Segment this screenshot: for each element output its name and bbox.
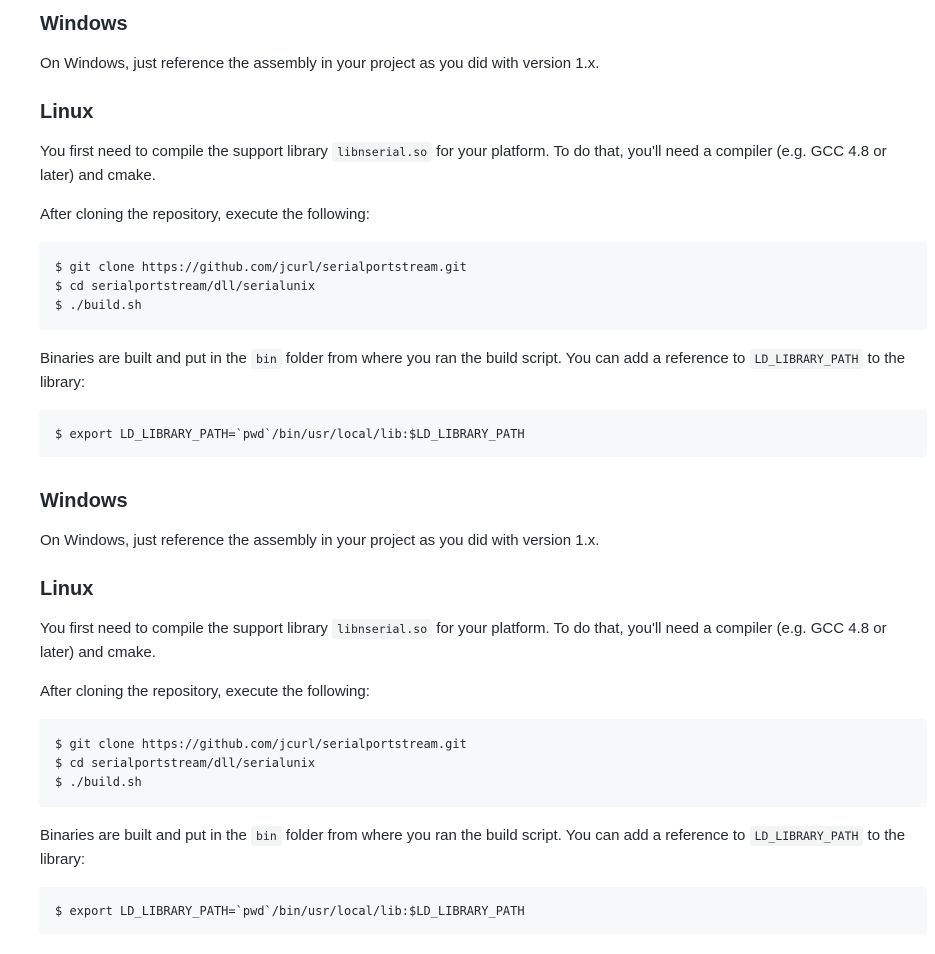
export-code-block bbox=[39, 410, 927, 457]
linux-paragraph bbox=[40, 617, 920, 664]
code-line: $ cd serialportstream/dll/serialunix bbox=[55, 279, 316, 293]
code-line: $ ./build.sh bbox=[55, 298, 142, 312]
inline-code: libnserial.so bbox=[332, 619, 432, 639]
linux-heading: Linux bbox=[40, 578, 94, 600]
build-code-block bbox=[39, 242, 927, 330]
text: You first need to compile the support library bbox=[40, 620, 333, 637]
inline-code: bin bbox=[251, 349, 282, 369]
linux-paragraph bbox=[40, 140, 920, 187]
text: folder from where you ran the build script. You can add a reference to bbox=[281, 827, 750, 844]
inline-code: LD_LIBRARY_PATH bbox=[750, 349, 864, 369]
inline-code: LD_LIBRARY_PATH bbox=[750, 826, 864, 846]
export-code-block bbox=[39, 887, 927, 934]
inline-code: bin bbox=[251, 826, 282, 846]
text: to the library: bbox=[40, 350, 906, 391]
code-line: $ ./build.sh bbox=[55, 775, 142, 789]
windows-paragraph: On Windows, just reference the assembly in your project as you did with version 1.x. bbox=[40, 55, 600, 72]
code-line: $ git clone https://github.com/jcurl/serialportstream.git bbox=[55, 737, 467, 751]
code-line: $ export LD_LIBRARY_PATH=`pwd`/bin/usr/local/lib:$LD_LIBRARY_PATH bbox=[55, 427, 525, 441]
code-line: $ cd serialportstream/dll/serialunix bbox=[55, 756, 316, 770]
windows-heading: Windows bbox=[40, 490, 128, 512]
windows-paragraph: On Windows, just reference the assembly in your project as you did with version 1.x. bbox=[40, 532, 600, 549]
install-section bbox=[0, 477, 935, 954]
binaries-paragraph bbox=[40, 824, 920, 871]
binaries-paragraph bbox=[40, 347, 920, 394]
text: Binaries are built and put in the bbox=[40, 350, 251, 367]
code-line: $ git clone https://github.com/jcurl/serialportstream.git bbox=[55, 260, 467, 274]
after-clone-paragraph: After cloning the repository, execute the following: bbox=[40, 683, 370, 700]
code-line: $ export LD_LIBRARY_PATH=`pwd`/bin/usr/local/lib:$LD_LIBRARY_PATH bbox=[55, 904, 525, 918]
text: You first need to compile the support library bbox=[40, 143, 333, 160]
text: for your platform. To do that, you'll need a compiler (e.g. GCC 4.8 or later) and cmake. bbox=[40, 143, 887, 184]
windows-heading: Windows bbox=[40, 13, 128, 35]
text: for your platform. To do that, you'll need a compiler (e.g. GCC 4.8 or later) and cmake. bbox=[40, 620, 887, 661]
text: folder from where you ran the build script. You can add a reference to bbox=[281, 350, 750, 367]
linux-heading: Linux bbox=[40, 101, 94, 123]
after-clone-paragraph: After cloning the repository, execute the following: bbox=[40, 206, 370, 223]
text: to the library: bbox=[40, 827, 906, 868]
build-code-block bbox=[39, 719, 927, 807]
text: Binaries are built and put in the bbox=[40, 827, 251, 844]
inline-code: libnserial.so bbox=[332, 142, 432, 162]
